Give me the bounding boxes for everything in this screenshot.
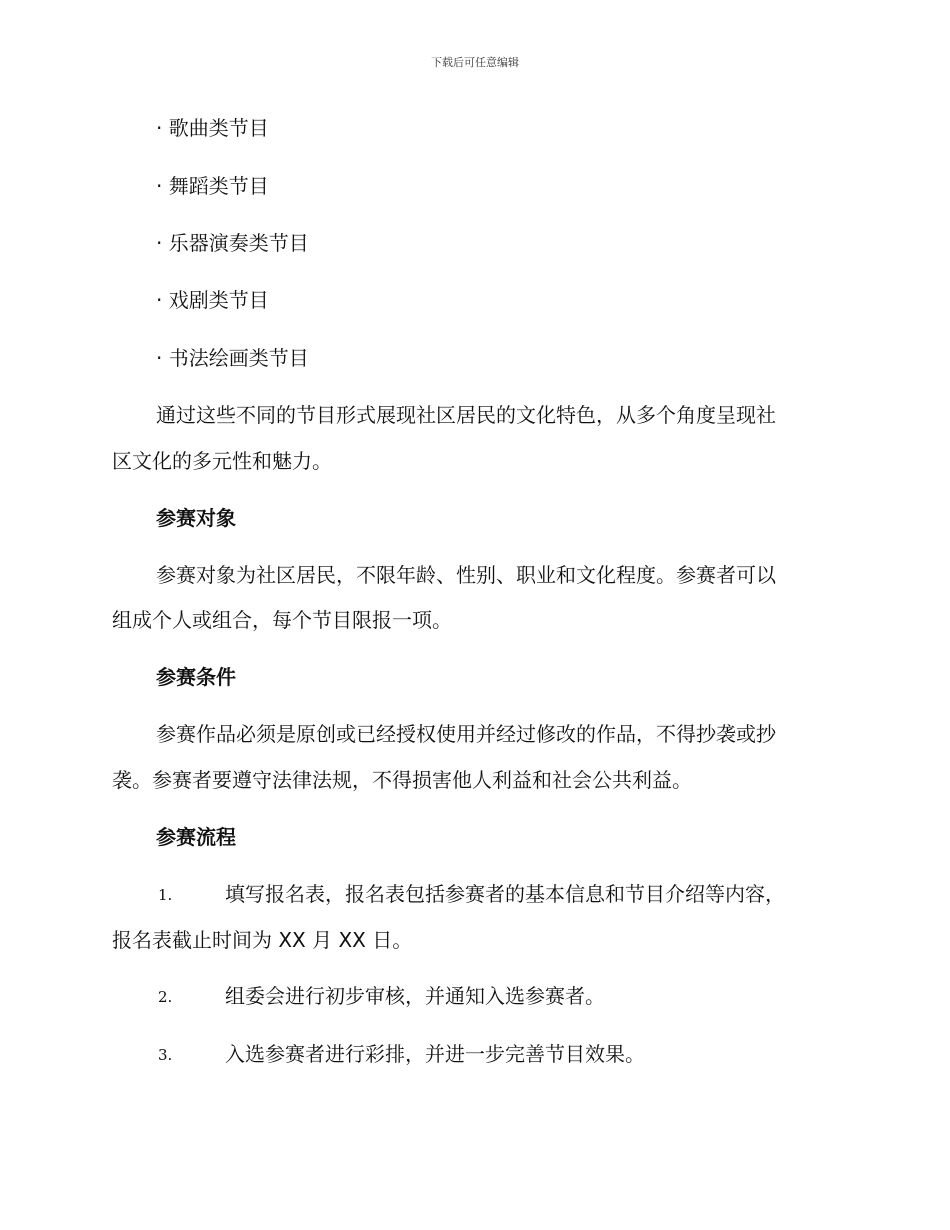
process-item-line: 填写报名表，报名表包括参赛者的基本信息和节目介绍等内容， xyxy=(225,882,785,906)
list-number: 1. xyxy=(158,886,173,904)
participants-paragraph-line: 参赛对象为社区居民，不限年龄、性别、职业和文化程度。参赛者可以 xyxy=(156,563,776,587)
process-item-line: 报名表截止时间为 XX 月 XX 日。 xyxy=(112,928,413,952)
page-header: 下载后可任意编辑 xyxy=(431,56,519,69)
intro-paragraph-line: 区文化的多元性和魅力。 xyxy=(112,449,332,473)
section-heading-conditions: 参赛条件 xyxy=(156,665,236,689)
conditions-paragraph-line: 袭。参赛者要遵守法律法规，不得损害他人利益和社会公共利益。 xyxy=(112,768,692,792)
process-item-line: 入选参赛者进行彩排，并进一步完善节目效果。 xyxy=(225,1042,645,1066)
list-number: 2. xyxy=(158,988,173,1006)
bullet-item: · 乐器演奏类节目 xyxy=(156,231,309,255)
bullet-item: · 歌曲类节目 xyxy=(156,116,269,140)
section-heading-participants: 参赛对象 xyxy=(156,506,236,530)
participants-paragraph-line: 组成个人或组合，每个节目限报一项。 xyxy=(112,608,452,632)
process-item-line: 组委会进行初步审核，并通知入选参赛者。 xyxy=(225,984,605,1008)
list-number: 3. xyxy=(158,1046,173,1064)
section-heading-process: 参赛流程 xyxy=(156,825,236,849)
bullet-item: · 戏剧类节目 xyxy=(156,288,269,312)
intro-paragraph-line: 通过这些不同的节目形式展现社区居民的文化特色，从多个角度呈现社 xyxy=(156,403,776,427)
bullet-item: · 舞蹈类节目 xyxy=(156,174,269,198)
conditions-paragraph-line: 参赛作品必须是原创或已经授权使用并经过修改的作品，不得抄袭或抄 xyxy=(156,722,776,746)
bullet-item: · 书法绘画类节目 xyxy=(156,346,309,370)
